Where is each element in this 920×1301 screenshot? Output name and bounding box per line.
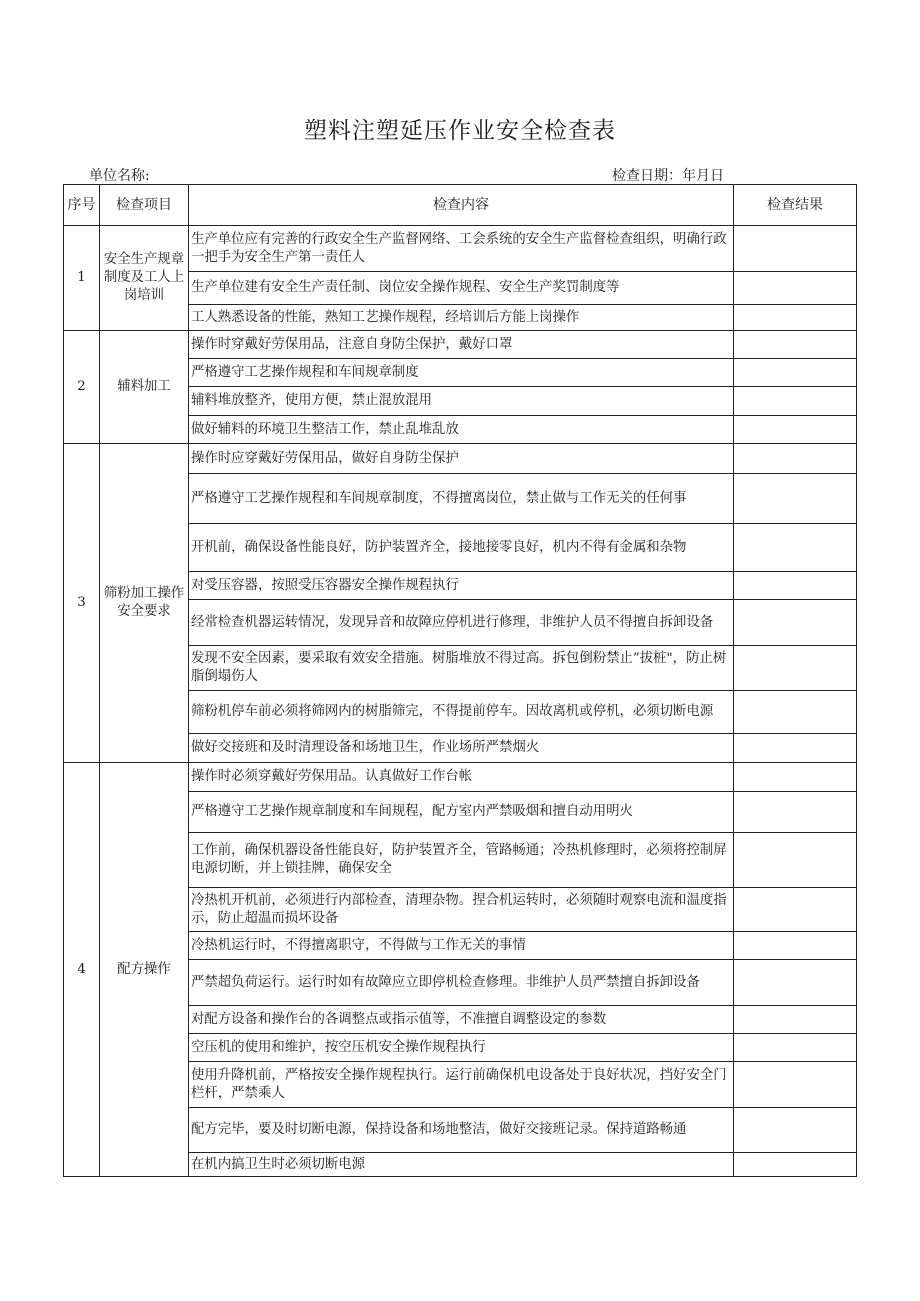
- check-content: 严格遵守工艺操作规程和车间规章制度，不得擅离岗位，禁止做与工作无关的任何事: [189, 474, 734, 524]
- result-cell[interactable]: [734, 331, 857, 359]
- section-seq: 4: [64, 763, 100, 1177]
- check-content: 做好辅料的环境卫生整洁工作，禁止乱堆乱放: [189, 416, 734, 444]
- result-cell[interactable]: [734, 932, 857, 960]
- section-item: 安全生产规章制度及工人上岗培训: [100, 226, 189, 331]
- check-content: 筛粉机停车前必须将筛网内的树脂筛完，不得提前停车。因故离机或停机，必须切断电源: [189, 691, 734, 734]
- check-content: 在机内搞卫生时必须切断电源: [189, 1153, 734, 1177]
- check-content: 严格遵守工艺操作规程和车间规章制度: [189, 359, 734, 387]
- section-item: 辅料加工: [100, 331, 189, 444]
- check-content: 操作时应穿戴好劳保用品，做好自身防尘保护: [189, 444, 734, 474]
- table-header-row: [64, 185, 857, 226]
- result-cell[interactable]: [734, 792, 857, 833]
- result-cell[interactable]: [734, 305, 857, 331]
- result-cell[interactable]: [734, 359, 857, 387]
- result-cell[interactable]: [734, 888, 857, 932]
- header-item: 检查项目: [100, 185, 189, 226]
- header-seq: 序号: [64, 185, 100, 226]
- check-content: 开机前，确保设备性能良好，防护装置齐全，接地接零良好，机内不得有金属和杂物: [189, 524, 734, 572]
- result-cell[interactable]: [734, 600, 857, 646]
- check-date-label: 检查日期：年月日: [612, 168, 724, 184]
- unit-name-label: 单位名称:: [89, 168, 150, 184]
- section-item: 配方操作: [100, 763, 189, 1177]
- page-title: 塑料注塑延压作业安全检查表: [304, 118, 616, 144]
- result-cell[interactable]: [734, 960, 857, 1006]
- inspection-table: [63, 184, 857, 1177]
- result-cell[interactable]: [734, 444, 857, 474]
- result-cell[interactable]: [734, 474, 857, 524]
- check-content: 操作时穿戴好劳保用品，注意自身防尘保护，戴好口罩: [189, 331, 734, 359]
- result-cell[interactable]: [734, 572, 857, 600]
- check-content: 使用升降机前，严格按安全操作规程执行。运行前确保机电设备处于良好状况，挡好安全门栏杆，严禁乘人: [189, 1062, 734, 1108]
- table-row: [64, 763, 857, 792]
- result-cell[interactable]: [734, 1153, 857, 1177]
- result-cell[interactable]: [734, 272, 857, 305]
- check-content: 生产单位应有完善的行政安全生产监督网络、工会系统的安全生产监督检查组织，明确行政一把手为安全生产第一责任人: [189, 226, 734, 272]
- check-content: 辅料堆放整齐，使用方便，禁止混放混用: [189, 387, 734, 416]
- check-content: 工人熟悉设备的性能，熟知工艺操作规程，经培训后方能上岗操作: [189, 305, 734, 331]
- result-cell[interactable]: [734, 416, 857, 444]
- result-cell[interactable]: [734, 1034, 857, 1062]
- result-cell[interactable]: [734, 763, 857, 792]
- result-cell[interactable]: [734, 1108, 857, 1153]
- result-cell[interactable]: [734, 691, 857, 734]
- result-cell[interactable]: [734, 646, 857, 691]
- check-content: 发现不安全因素，要采取有效安全措施。树脂堆放不得过高。拆包倒粉禁止”拔桩"，防止树脂倒塌伤人: [189, 646, 734, 691]
- check-content: 对配方设备和操作台的各调整点或指示值等，不准擅自调整设定的参数: [189, 1006, 734, 1034]
- check-content: 配方完毕，要及时切断电源，保持设备和场地整洁，做好交接班记录。保持道路畅通: [189, 1108, 734, 1153]
- header-content: 检查内容: [189, 185, 734, 226]
- result-cell[interactable]: [734, 1006, 857, 1034]
- result-cell[interactable]: [734, 1062, 857, 1108]
- check-content: 工作前，确保机器设备性能良好，防护装置齐全，管路畅通；冷热机修理时，必须将控制屏电源切断，并上锁挂牌，确保安全: [189, 833, 734, 888]
- table-row: [64, 226, 857, 272]
- section-seq: 3: [64, 444, 100, 763]
- check-content: 操作时必须穿戴好劳保用品。认真做好工作台帐: [189, 763, 734, 792]
- check-content: 做好交接班和及时清理设备和场地卫生，作业场所严禁烟火: [189, 734, 734, 763]
- check-content: 空压机的使用和维护，按空压机安全操作规程执行: [189, 1034, 734, 1062]
- check-content: 冷热机运行时，不得擅离职守，不得做与工作无关的事情: [189, 932, 734, 960]
- result-cell[interactable]: [734, 226, 857, 272]
- section-seq: 1: [64, 226, 100, 331]
- check-content: 严格遵守工艺操作规章制度和车间规程，配方室内严禁吸烟和擅自动用明火: [189, 792, 734, 833]
- check-content: 严禁超负荷运行。运行时如有故障应立即停机检查修理。非维护人员严禁擅自拆卸设备: [189, 960, 734, 1006]
- check-content: 生产单位建有安全生产责任制、岗位安全操作规程、安全生产奖罚制度等: [189, 272, 734, 305]
- table-row: [64, 331, 857, 359]
- table-row: [64, 444, 857, 474]
- header-result: 检查结果: [734, 185, 857, 226]
- section-seq: 2: [64, 331, 100, 444]
- check-content: 冷热机开机前，必须进行内部检查，清理杂物。捏合机运转时，必须随时观察电流和温度指示，防止超温而损坏设备: [189, 888, 734, 932]
- result-cell[interactable]: [734, 833, 857, 888]
- result-cell[interactable]: [734, 387, 857, 416]
- result-cell[interactable]: [734, 734, 857, 763]
- section-item: 筛粉加工操作安全要求: [100, 444, 189, 763]
- result-cell[interactable]: [734, 524, 857, 572]
- check-content: 经常检查机器运转情况，发现异音和故障应停机进行修理，非维护人员不得擅自拆卸设备: [189, 600, 734, 646]
- check-content: 对受压容器，按照受压容器安全操作规程执行: [189, 572, 734, 600]
